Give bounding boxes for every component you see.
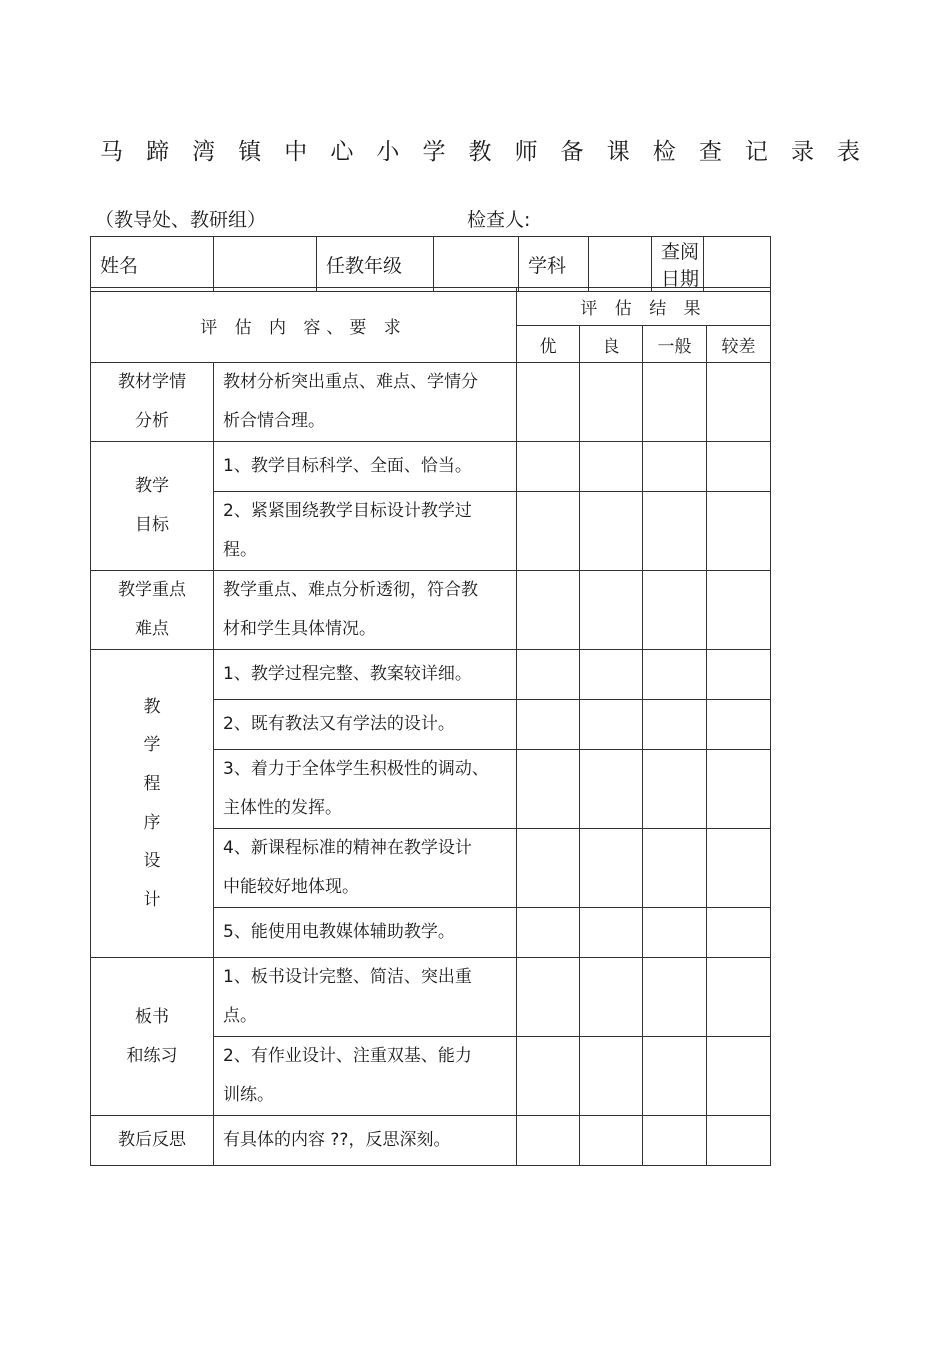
title-char: 小 xyxy=(376,139,400,165)
score-cell[interactable] xyxy=(517,650,580,700)
department-label: （教导处、教研组） xyxy=(95,209,267,231)
score-cell[interactable] xyxy=(643,750,707,829)
score-cell[interactable] xyxy=(643,1116,707,1166)
category-textbook: 教材学情 分析 xyxy=(91,363,214,442)
title-char: 镇 xyxy=(238,139,262,165)
title-char: 备 xyxy=(560,139,584,165)
score-cell[interactable] xyxy=(580,650,643,700)
date-label: 查阅日期 xyxy=(652,237,704,292)
score-cell[interactable] xyxy=(517,571,580,650)
page-title xyxy=(100,133,860,167)
item-goals-2: 2、紧紧围绕教学目标设计教学过 程。 xyxy=(214,492,517,571)
subject-field[interactable] xyxy=(589,237,652,292)
checker-label: 检查人: xyxy=(467,209,531,231)
title-char: 教 xyxy=(468,139,492,165)
item-board-1: 1、板书设计完整、简洁、突出重 点。 xyxy=(214,958,517,1037)
score-cell[interactable] xyxy=(517,1037,580,1116)
title-char: 师 xyxy=(514,139,538,165)
score-cell[interactable] xyxy=(643,958,707,1037)
table-row xyxy=(91,571,771,650)
title-char: 查 xyxy=(698,139,722,165)
subject-label: 学科 xyxy=(519,237,589,292)
score-cell[interactable] xyxy=(517,442,580,492)
score-cell[interactable] xyxy=(643,571,707,650)
score-cell[interactable] xyxy=(707,571,771,650)
title-char: 录 xyxy=(790,139,814,165)
date-field[interactable] xyxy=(704,237,771,292)
score-cell[interactable] xyxy=(580,829,643,908)
score-cell[interactable] xyxy=(643,442,707,492)
record-table xyxy=(90,236,771,292)
score-cell[interactable] xyxy=(707,650,771,700)
title-char: 心 xyxy=(330,139,354,165)
col-excellent: 优 xyxy=(517,326,580,363)
evaluation-header: 评 估 内 容、要 求 xyxy=(91,288,517,363)
table-row xyxy=(91,363,771,442)
score-cell[interactable] xyxy=(643,908,707,958)
item-procedure-5: 5、能使用电教媒体辅助教学。 xyxy=(214,908,517,958)
grade-label: 任教年级 xyxy=(317,237,434,292)
results-header: 评 估 结 果 xyxy=(517,288,771,326)
score-cell[interactable] xyxy=(643,700,707,750)
item-textbook-1: 教材分析突出重点、难点、学情分 析合情合理。 xyxy=(214,363,517,442)
score-cell[interactable] xyxy=(707,363,771,442)
score-cell[interactable] xyxy=(580,442,643,492)
score-cell[interactable] xyxy=(580,363,643,442)
score-cell[interactable] xyxy=(517,363,580,442)
score-cell[interactable] xyxy=(707,700,771,750)
title-char: 学 xyxy=(422,139,446,165)
col-poor: 较差 xyxy=(707,326,771,363)
col-average: 一般 xyxy=(643,326,707,363)
category-goals: 教学 目标 xyxy=(91,442,214,571)
score-cell[interactable] xyxy=(707,492,771,571)
score-cell[interactable] xyxy=(643,650,707,700)
table-row xyxy=(91,1116,771,1166)
item-procedure-3: 3、着力于全体学生积极性的调动、 主体性的发挥。 xyxy=(214,750,517,829)
category-board: 板书 和练习 xyxy=(91,958,214,1116)
name-label: 姓名 xyxy=(91,237,214,292)
score-cell[interactable] xyxy=(643,492,707,571)
item-procedure-2: 2、既有教法又有学法的设计。 xyxy=(214,700,517,750)
eval-header-row xyxy=(91,288,771,326)
score-cell[interactable] xyxy=(580,958,643,1037)
title-char: 中 xyxy=(284,139,308,165)
score-cell[interactable] xyxy=(707,1116,771,1166)
score-cell[interactable] xyxy=(580,908,643,958)
score-cell[interactable] xyxy=(580,571,643,650)
table-row xyxy=(91,442,771,492)
item-board-2: 2、有作业设计、注重双基、能力 训练。 xyxy=(214,1037,517,1116)
name-field[interactable] xyxy=(214,237,317,292)
title-char: 表 xyxy=(837,139,860,165)
title-char: 记 xyxy=(744,139,768,165)
score-cell[interactable] xyxy=(707,1037,771,1116)
title-char: 马 xyxy=(100,139,123,165)
info-row xyxy=(91,237,771,292)
score-cell[interactable] xyxy=(517,492,580,571)
category-keypoints: 教学重点 难点 xyxy=(91,571,214,650)
score-cell[interactable] xyxy=(707,442,771,492)
category-reflection: 教后反思 xyxy=(91,1116,214,1166)
score-cell[interactable] xyxy=(643,1037,707,1116)
score-cell[interactable] xyxy=(707,829,771,908)
item-goals-1: 1、教学目标科学、全面、恰当。 xyxy=(214,442,517,492)
table-row xyxy=(91,958,771,1037)
item-procedure-1: 1、教学过程完整、教案较详细。 xyxy=(214,650,517,700)
score-cell[interactable] xyxy=(580,492,643,571)
score-cell[interactable] xyxy=(580,750,643,829)
title-char: 检 xyxy=(652,139,676,165)
score-cell[interactable] xyxy=(707,908,771,958)
title-char: 湾 xyxy=(192,139,216,165)
title-char: 课 xyxy=(606,139,630,165)
item-keypoints-1: 教学重点、难点分析透彻，符合教 材和学生具体情况。 xyxy=(214,571,517,650)
item-reflection-1: 有具体的内容 ??，反思深刻。 xyxy=(214,1116,517,1166)
score-cell[interactable] xyxy=(517,908,580,958)
score-cell[interactable] xyxy=(517,829,580,908)
score-cell[interactable] xyxy=(580,1116,643,1166)
score-cell[interactable] xyxy=(707,750,771,829)
col-good: 良 xyxy=(580,326,643,363)
item-procedure-4: 4、新课程标准的精神在教学设计 中能较好地体现。 xyxy=(214,829,517,908)
grade-field[interactable] xyxy=(434,237,519,292)
evaluation-table xyxy=(90,287,771,1166)
category-procedure: 教 学 程 序 设 计 xyxy=(91,650,214,958)
score-cell[interactable] xyxy=(643,363,707,442)
score-cell[interactable] xyxy=(517,958,580,1037)
table-row xyxy=(91,650,771,700)
score-cell[interactable] xyxy=(580,700,643,750)
title-char: 蹄 xyxy=(146,139,170,165)
score-cell[interactable] xyxy=(580,1037,643,1116)
score-cell[interactable] xyxy=(517,750,580,829)
score-cell[interactable] xyxy=(643,829,707,908)
score-cell[interactable] xyxy=(707,958,771,1037)
score-cell[interactable] xyxy=(517,700,580,750)
score-cell[interactable] xyxy=(517,1116,580,1166)
